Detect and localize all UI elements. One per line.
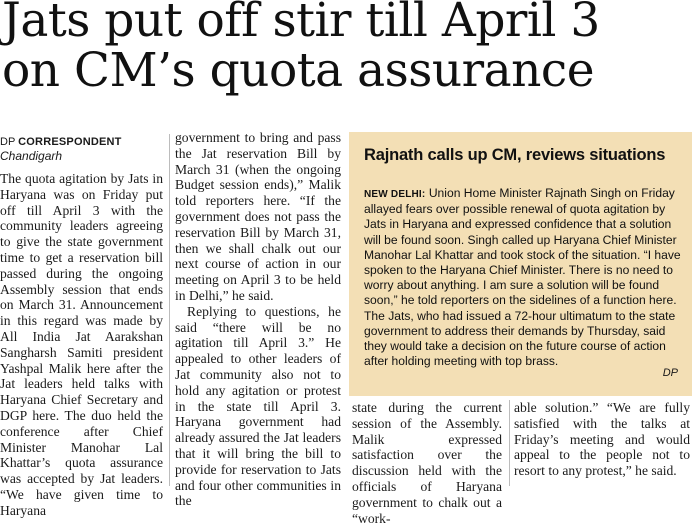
sidebar-text: Union Home Minister Rajnath Singh on Friday allayed fears over possible renewal of quota agitation by Jats in Haryana and expressed confidence that a solution will be found soon. Singh called up Haryana Chief Minister Manohar Lal Khattar and took stock of the situation. “I have spoken to the Haryana Chief Minister. There is no need to worry about anything. I am sure a solution will be found soon,” he told reporters on the sidelines of a function here. The Jats, who had issued a 72-hour ultimatum to the state government to address their demands by Thursday, said they would take a decision on the future course of action after holding meeting with top brass. <box>364 186 681 369</box>
byline <box>0 136 163 149</box>
sidebar-title: Rajnath calls up CM, reviews situations <box>364 146 666 164</box>
sidebar-credit: DP <box>662 367 678 379</box>
article-column-2 <box>175 130 341 509</box>
column-rule <box>509 400 510 486</box>
article-column-3 <box>352 400 502 526</box>
paragraph: The quota agitation by Jats in Haryana was on Friday put off till April 3 with the community leaders agreeing to give the state government time to get a reservation bill passed during the ongoing Assembly session that ends on March 31. Announcement in this regard was made by All India Jat Aarakshan Sangharsh Samiti president Yashpal Malik here after the Jat leaders held talks with Haryana Chief Secretary and DGP here. The duo held the conference after Chief Minister Manohar Lal Khattar’s quota assurance was accepted by Jat leaders. “We have given time to Haryana <box>0 171 163 518</box>
paragraph: government to bring and pass the Jat reservation Bill by March 31 (when the ongoing Budget session ends),” Malik told reporters here. “If the government does not pass the reservation Bill by March 31, then we shall chalk out our next course of action in our meeting on April 3 to be held in Delhi,” he said. <box>175 130 341 303</box>
article-column-1 <box>0 136 163 518</box>
dateline: Chandigarh <box>0 149 63 163</box>
article-column-4 <box>514 400 690 486</box>
byline-label: CORRESPONDENT <box>18 136 122 148</box>
paragraph: able solution.” “We are fully satisfied with the talks at Friday’s meeting and would appeal to the people not to resort to any protest,” he said. <box>514 400 690 479</box>
paragraph: state during the current session of the Assembly. Malik expressed satisfaction over the discussion held with the officials of Haryana government to chalk out a “work- <box>352 400 502 526</box>
sidebar-box <box>349 132 692 396</box>
sidebar-dateline: NEW DELHI: <box>364 189 426 200</box>
paragraph: Replying to questions, he said “there will be no agitation till April 3.” He appealed to other leaders of Jat community also not to hold any agitation or protest in the state till April 3. Haryana government had already assured the Jat leaders that it will bring the bill to provide for reservation to Jats and four other communities in the <box>175 303 341 509</box>
sidebar-body <box>364 186 686 369</box>
column-rule <box>169 134 170 486</box>
headline: Jats put off stir till April 3 on CM’s quota assurance <box>2 0 600 98</box>
byline-prefix: DP <box>0 136 16 148</box>
